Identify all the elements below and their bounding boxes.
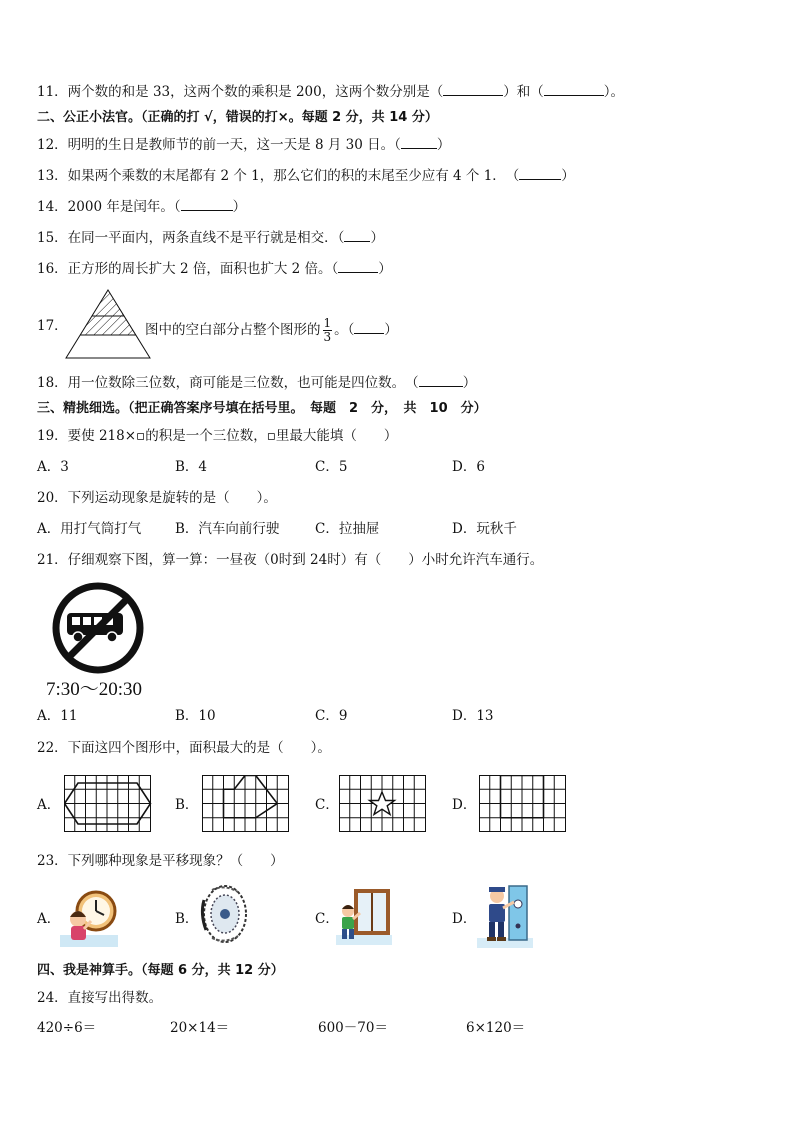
calc-item-1[interactable]: 420÷6＝ [37, 1020, 97, 1036]
no-bus-sign-icon [50, 580, 146, 676]
answer-blank-2[interactable] [544, 83, 604, 96]
option-a[interactable]: A．用打气筒打气 [37, 521, 142, 537]
question-14: 14．2000 年是闰年。（ ） [37, 199, 247, 215]
spinning-fan-picture [198, 880, 248, 948]
option-b-label[interactable]: B． [175, 911, 199, 927]
grid-figure-b [202, 775, 290, 833]
option-d[interactable]: D．玩秋千 [452, 521, 517, 537]
answer-blank[interactable] [354, 321, 384, 334]
option-c[interactable]: C．拉抽屉 [315, 521, 380, 537]
question-11-text: 11．两个数的和是 33，这两个数的乘积是 200，这两个数分别是（ [37, 84, 444, 100]
question-18: 18．用一位数除三位数，商可能是三位数，也可能是四位数。 （ ） [37, 375, 477, 391]
section-3-heading: 三、精挑细选。（把正确答案序号填在括号里。 每题 2 分， 共 10 分） [37, 401, 487, 416]
question-17: 图中的空白部分占整个图形的 $\frac{1}{3}$ 。（ ） [145, 316, 398, 344]
option-b[interactable]: B．汽车向前行驶 [175, 521, 280, 537]
answer-blank[interactable] [519, 167, 561, 180]
worker-panel-picture [477, 882, 533, 948]
triangle-figure [64, 288, 152, 360]
section-2-heading: 二、公正小法官。（正确的打 √，错误的打×。每题 2 分，共 14 分） [37, 110, 438, 125]
answer-blank-1[interactable] [443, 83, 503, 96]
question-17-number: 17． [37, 318, 68, 334]
option-d[interactable]: D．6 [452, 459, 485, 475]
option-d-label[interactable]: D． [452, 797, 477, 813]
question-23: 23．下列哪种现象是平移现象？（ ） [37, 853, 284, 869]
option-a[interactable]: A．3 [37, 459, 69, 475]
question-11: 11．两个数的和是 33，这两个数的乘积是 200，这两个数分别是（ ）和（ ）。 [37, 84, 624, 100]
answer-blank[interactable] [344, 229, 370, 242]
option-d[interactable]: D．13 [452, 708, 494, 724]
question-20: 20．下列运动现象是旋转的是（ ）。 [37, 490, 277, 506]
clock-child-picture [60, 885, 118, 947]
option-b-label[interactable]: B． [175, 797, 199, 813]
sign-time-caption: 7:30～20:30 [46, 679, 143, 700]
calc-item-3[interactable]: 600－70＝ [318, 1020, 388, 1036]
question-16: 16．正方形的周长扩大 2 倍，面积也扩大 2 倍。（ ） [37, 261, 392, 277]
option-b[interactable]: B．4 [175, 459, 208, 475]
option-c-label[interactable]: C． [315, 911, 339, 927]
question-19: 19．要使 218×▫的积是一个三位数，▫里最大能填（ ） [37, 428, 398, 444]
sliding-window-picture [336, 885, 392, 945]
answer-blank[interactable] [401, 136, 437, 149]
question-13: 13．如果两个乘数的末尾都有 2 个 1，那么它们的积的末尾至少应有 4 个 1． （ ） [37, 168, 575, 184]
option-c[interactable]: C．9 [315, 708, 348, 724]
question-22: 22．下面这四个图形中，面积最大的是（ ）。 [37, 740, 331, 756]
question-24: 24．直接写出得数。 [37, 990, 163, 1006]
question-21: 21．仔细观察下图，算一算：一昼夜（0时到 24时）有（ ）小时允许汽车通行。 [37, 552, 544, 568]
option-b[interactable]: B．10 [175, 708, 216, 724]
grid-figure-a [64, 775, 152, 833]
option-c[interactable]: C．5 [315, 459, 348, 475]
option-a-label[interactable]: A． [37, 911, 61, 927]
option-c-label[interactable]: C． [315, 797, 339, 813]
option-a[interactable]: A．11 [37, 708, 78, 724]
answer-blank[interactable] [419, 374, 463, 387]
option-a-label[interactable]: A． [37, 797, 61, 813]
question-15: 15．在同一平面内，两条直线不是平行就是相交．（ ） [37, 230, 384, 246]
grid-figure-c [339, 775, 427, 833]
question-12: 12．明明的生日是教师节的前一天，这一天是 8 月 30 日。（ ） [37, 137, 451, 153]
section-4-heading: 四、我是神算手。（每题 6 分，共 12 分） [37, 963, 284, 978]
option-d-label[interactable]: D． [452, 911, 477, 927]
fraction-one-third: $\frac{1}{3}$ [323, 316, 332, 344]
calc-item-2[interactable]: 20×14＝ [170, 1020, 230, 1036]
calc-item-4[interactable]: 6×120＝ [466, 1020, 526, 1036]
answer-blank[interactable] [181, 198, 233, 211]
grid-figure-d [479, 775, 567, 833]
answer-blank[interactable] [338, 260, 378, 273]
